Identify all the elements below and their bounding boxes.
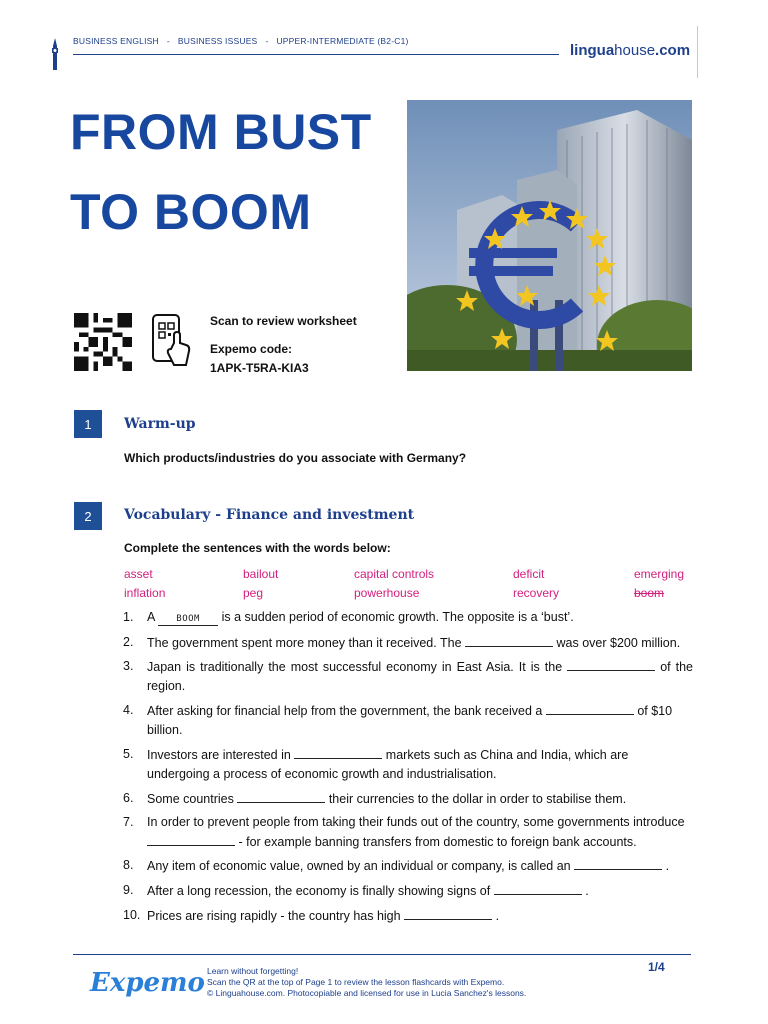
footer-license: © Linguahouse.com. Photocopiable and licensed for use in Lucia Sanchez's lessons. bbox=[207, 988, 527, 998]
page-number: 1/4 bbox=[648, 960, 665, 974]
section-1-title: Warm-up bbox=[124, 416, 196, 432]
word-capital-controls: capital controls bbox=[354, 567, 435, 581]
section-1-number: 1 bbox=[74, 410, 102, 438]
breadcrumb-subject[interactable]: BUSINESS ENGLISH bbox=[73, 36, 159, 46]
list-item: 3. Japan is traditionally the most successful economy in East Asia. It is the of the region. bbox=[123, 659, 693, 693]
title-line-1: FROM BUST bbox=[70, 104, 372, 160]
list-item: 4. After asking for financial help from the government, the bank received a of $10 billion. bbox=[123, 703, 673, 737]
list-item: 5. Investors are interested in markets such as China and India, which are undergoing a process of economic growth and industrialisation. bbox=[123, 747, 629, 781]
word-asset: asset bbox=[124, 567, 153, 581]
breadcrumb: BUSINESS ENGLISH - BUSINESS ISSUES - UPPER-INTERMEDIATE (B2-C1) bbox=[73, 36, 409, 46]
title-line-2: TO BOOM bbox=[70, 184, 312, 240]
breadcrumb-level[interactable]: UPPER-INTERMEDIATE (B2-C1) bbox=[276, 36, 409, 46]
vocabulary-instruction: Complete the sentences with the words below: bbox=[124, 541, 391, 555]
expemo-code-label: Expemo code: bbox=[210, 342, 293, 356]
big-ben-icon bbox=[50, 38, 60, 70]
answer-blank[interactable] bbox=[147, 832, 235, 846]
expemo-code: 1APK-T5RA-KIA3 bbox=[210, 361, 309, 375]
section-2-number: 2 bbox=[74, 502, 102, 530]
answer-blank[interactable] bbox=[567, 657, 655, 671]
expemo-logo[interactable]: Expemo bbox=[90, 968, 205, 998]
exercise-list bbox=[123, 608, 693, 926]
list-item: 8. Any item of economic value, owned by an individual or company, is called an . bbox=[123, 858, 670, 873]
page-title bbox=[70, 92, 400, 252]
word-boom-used: boom bbox=[634, 586, 665, 600]
word-inflation: inflation bbox=[124, 586, 166, 600]
linguahouse-logo[interactable]: linguahouse.com bbox=[570, 42, 691, 59]
word-emerging: emerging bbox=[634, 567, 685, 581]
list-item: 1. A BOOM is a sudden period of economic growth. The opposite is a ‘bust’. bbox=[123, 610, 574, 624]
answer-blank[interactable] bbox=[237, 789, 325, 803]
answer-blank[interactable] bbox=[494, 881, 582, 895]
answer-blank[interactable] bbox=[574, 856, 662, 870]
answer-blank[interactable] bbox=[546, 701, 634, 715]
word-recovery: recovery bbox=[513, 586, 560, 600]
word-bailout: bailout bbox=[243, 567, 279, 581]
example-answer: BOOM bbox=[158, 613, 218, 626]
footer-text bbox=[207, 966, 526, 999]
footer-tagline: Learn without forgetting! bbox=[207, 966, 299, 976]
section-2-title: Vocabulary - Finance and investment bbox=[124, 507, 415, 523]
breadcrumb-category[interactable]: BUSINESS ISSUES bbox=[177, 36, 258, 46]
word-powerhouse: powerhouse bbox=[354, 586, 420, 600]
list-item: 2. The government spent more money than it received. The was over $200 million. bbox=[123, 635, 681, 650]
euro-sign-photo bbox=[407, 100, 692, 371]
header-vertical-divider bbox=[697, 26, 698, 78]
answer-blank[interactable] bbox=[404, 906, 492, 920]
list-item: 7. In order to prevent people from taking their funds out of the country, some governments introduce - for example banning transfers from domestic to foreign bank accounts. bbox=[123, 815, 685, 849]
list-item: 9. After a long recession, the economy is finally showing signs of . bbox=[123, 883, 589, 898]
header-divider bbox=[73, 54, 559, 55]
answer-blank[interactable] bbox=[465, 633, 553, 647]
scan-instruction: Scan to review worksheet bbox=[210, 314, 357, 328]
qr-code-icon[interactable] bbox=[73, 313, 133, 371]
answer-blank[interactable] bbox=[294, 745, 382, 759]
list-item: 10. Prices are rising rapidly - the country has high . bbox=[123, 908, 500, 923]
footer-divider bbox=[73, 954, 691, 955]
list-item: 6. Some countries their currencies to the dollar in order to stabilise them. bbox=[123, 791, 627, 806]
scan-info bbox=[210, 312, 357, 378]
warm-up-question: Which products/industries do you associate with Germany? bbox=[124, 451, 467, 465]
footer-scan-note: Scan the QR at the top of Page 1 to review the lesson flashcards with Expemo. bbox=[207, 977, 505, 987]
phone-scan-icon bbox=[150, 313, 192, 371]
word-deficit: deficit bbox=[513, 567, 545, 581]
word-peg: peg bbox=[243, 586, 264, 600]
